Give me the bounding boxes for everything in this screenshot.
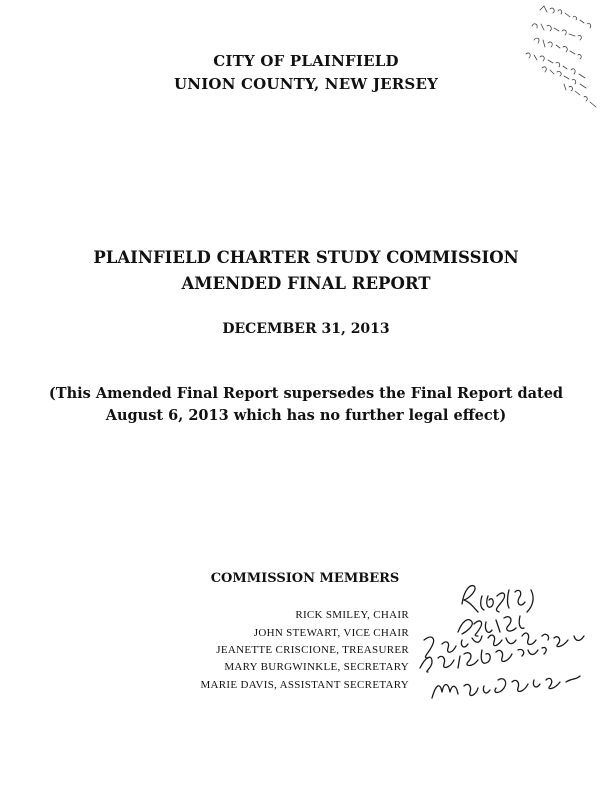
member-assistant-secretary: MARIE DAVIS, ASSISTANT SECRETARY [200, 679, 409, 691]
document-subtitle: AMENDED FINAL REPORT [181, 274, 431, 293]
supersede-note-line1: (This Amended Final Report supersedes the Final Report dated [48, 385, 564, 402]
member-secretary: MARY BURGWINKLE, SECRETARY [224, 661, 409, 673]
city-name: CITY OF PLAINFIELD [213, 52, 399, 70]
signatures-icon [418, 570, 608, 710]
member-vice-chair: JOHN STEWART, VICE CHAIR [253, 627, 409, 639]
document-title: PLAINFIELD CHARTER STUDY COMMISSION [93, 248, 519, 267]
supersede-note-line2: August 6, 2013 which has no further legal effect) [105, 407, 507, 424]
member-chair: RICK SMILEY, CHAIR [295, 609, 409, 621]
county-state: UNION COUNTY, NEW JERSEY [174, 75, 438, 93]
members-heading: COMMISSION MEMBERS [210, 571, 400, 586]
member-treasurer: JEANETTE CRISCIONE, TREASURER [216, 644, 409, 656]
report-date: DECEMBER 31, 2013 [222, 321, 390, 337]
